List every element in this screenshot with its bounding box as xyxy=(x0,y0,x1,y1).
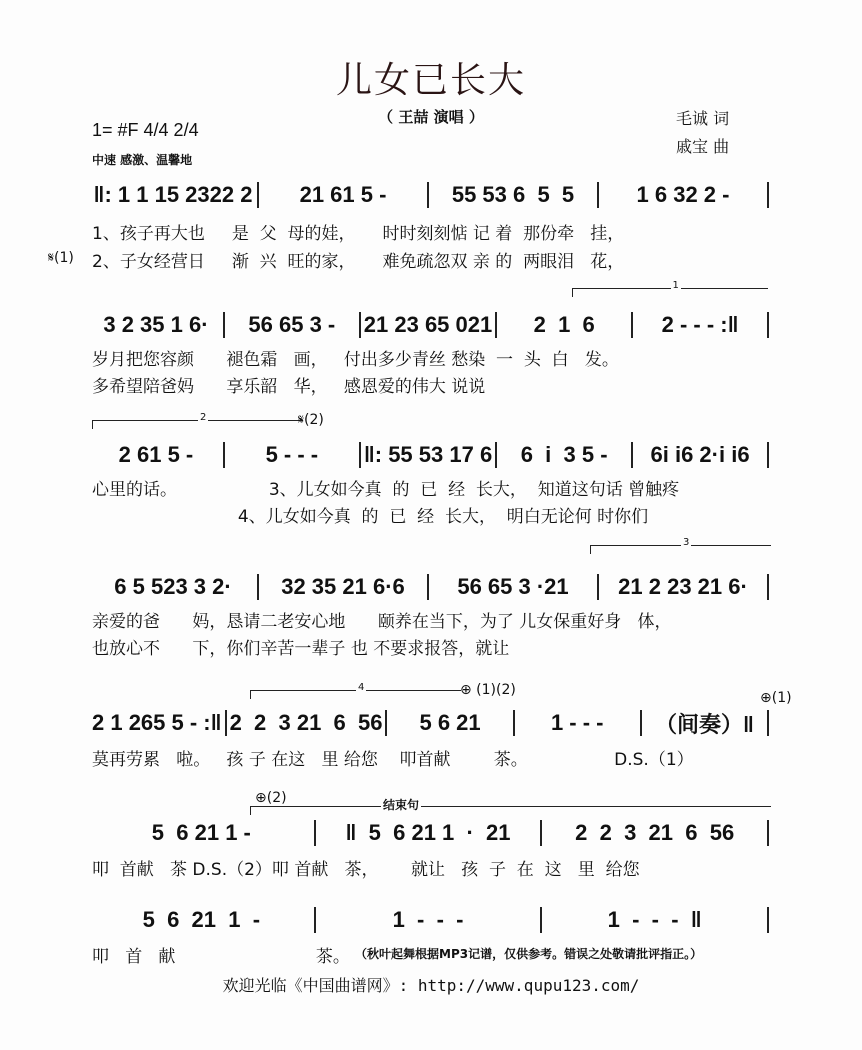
bar-line xyxy=(631,442,633,468)
measure: 32 35 21 6·6 xyxy=(281,574,405,599)
lyric-line: 岁月把您容颜 褪色霜 画， 付出多少青丝 愁染 一 头 白 发。 xyxy=(92,350,619,370)
measure: 5 6 21 xyxy=(419,710,481,735)
song-title: 儿女已长大 xyxy=(335,60,526,101)
segno-1-sign: 𝄋(1) xyxy=(48,250,74,266)
bar-line xyxy=(767,442,769,468)
bar-line xyxy=(767,574,769,600)
lyric-line: 莫再劳累 啦。 孩 子 在这 里 给您 叩首献 茶。 D.S.（1） xyxy=(92,750,694,770)
bar-line xyxy=(767,710,769,736)
notation-row xyxy=(92,310,772,340)
measure: 6i i6 2·i i6 xyxy=(650,442,750,467)
bar-line xyxy=(427,182,429,208)
bar-line xyxy=(359,312,361,338)
measure: 2 1 6 xyxy=(533,312,595,337)
measure: 1 6 32 2 - xyxy=(636,182,730,207)
measure: 21 2 23 21 6· xyxy=(618,574,748,599)
ending-bracket: 结束句 xyxy=(250,806,771,815)
measure: 1 - - - xyxy=(550,710,604,735)
bar-line xyxy=(597,574,599,600)
measure: ‖ 5 6 21 1 · 21 xyxy=(345,820,511,845)
measure: 6 i 3 5 - xyxy=(520,442,608,467)
bar-line xyxy=(495,442,497,468)
lyricist: 毛诚 词 xyxy=(676,109,730,128)
measure: ‖: 55 53 17 6 xyxy=(363,442,493,467)
coda-1-sign: ⊕(1) xyxy=(760,690,792,706)
measure: ‖: 1 1 15 2322 2 xyxy=(93,182,253,207)
bar-line xyxy=(427,574,429,600)
measure: 5 6 21 1 - xyxy=(151,820,251,845)
tempo-marking: 中速 感激、温馨地 xyxy=(92,153,193,167)
bar-line xyxy=(540,907,542,933)
lyric-line: 2、子女经营日 渐 兴 旺的家， 难免疏忽双 亲 的 两眼泪 花， xyxy=(92,252,625,272)
volta-1: 1 xyxy=(572,288,768,297)
measure: 3 2 35 1 6· xyxy=(103,312,209,337)
bar-line xyxy=(767,312,769,338)
measure: 2 - - - :‖ xyxy=(661,312,739,337)
measure: 1 - - - xyxy=(392,907,464,932)
volta-4: 4 xyxy=(250,690,461,699)
measure: 55 53 6 5 5 xyxy=(451,182,575,207)
volta-2: 2 xyxy=(92,420,303,429)
measure: 1 - - - ‖ xyxy=(607,907,702,932)
lyric-line: 叩 首献 茶 D.S.（2）叩 首献 茶， 就让 孩 子 在 这 里 给您 xyxy=(92,860,640,880)
measure: 2 2 3 21 6 56 xyxy=(229,710,383,735)
measure: 5 - - - xyxy=(265,442,319,467)
notation-row xyxy=(92,708,772,738)
bar-line xyxy=(767,820,769,846)
bar-line xyxy=(597,182,599,208)
bar-line xyxy=(385,710,387,736)
measure: 6 5 523 3 2· xyxy=(114,574,232,599)
measure: 56 65 3 ·21 xyxy=(457,574,569,599)
bar-line xyxy=(631,312,633,338)
notation-row xyxy=(92,440,772,470)
bar-line xyxy=(223,442,225,468)
notation-row xyxy=(92,180,772,210)
lyric-line: 叩 首 献 茶。 xyxy=(92,947,350,967)
bar-line xyxy=(767,182,769,208)
measure: 2 2 3 21 6 56 xyxy=(575,820,735,845)
composer: 戚宝 曲 xyxy=(676,137,730,156)
bar-line xyxy=(225,710,227,736)
bar-line xyxy=(359,442,361,468)
coda-1-2-sign: ⊕ (1)(2) xyxy=(460,682,516,698)
lyric-line: 亲爱的爸 妈，恳请二老安心地 颐养在当下，为了 儿女保重好身 体， xyxy=(92,612,672,632)
measure: 2 1 265 5 - :‖ xyxy=(92,710,222,735)
bar-line xyxy=(640,710,642,736)
bar-line xyxy=(223,312,225,338)
measure: （间奏）‖ xyxy=(654,711,754,737)
segno-2-sign: 𝄋(2) xyxy=(298,412,324,428)
performer: （ 王喆 演唱 ） xyxy=(378,108,484,126)
notation-row xyxy=(92,818,772,848)
lyric-line: 多希望陪爸妈 享乐韶 华， 感恩爱的伟大 说说 xyxy=(92,377,486,397)
notation-row xyxy=(92,905,772,935)
notation-row xyxy=(92,572,772,602)
bar-line xyxy=(495,312,497,338)
volta-3: 3 xyxy=(590,545,771,554)
bar-line xyxy=(767,907,769,933)
bar-line xyxy=(513,710,515,736)
key-signature: 1= #F 4/4 2/4 xyxy=(92,120,199,140)
lyric-line: 心里的话。 3、儿女如今真 的 已 经 长大， 知道这句话 曾触疼 xyxy=(92,480,680,500)
measure: 56 65 3 - xyxy=(248,312,336,337)
coda-2-sign: ⊕(2) xyxy=(255,790,287,806)
bar-line xyxy=(257,574,259,600)
lyric-line: 4、儿女如今真 的 已 经 长大， 明白无论何 时你们 xyxy=(92,507,649,527)
bar-line xyxy=(257,182,259,208)
measure: 21 23 65 021 xyxy=(363,312,493,337)
bar-line xyxy=(314,820,316,846)
lyric-line: 也放心不 下，你们辛苦一辈子 也 不要求报答，就让 xyxy=(92,639,510,659)
lyric-line: 1、孩子再大也 是 父 母的娃， 时时刻刻惦 记 着 那份牵 挂， xyxy=(92,224,625,244)
measure: 2 61 5 - xyxy=(118,442,194,467)
transcriber-note: （秋叶起舞根据MP3记谱，仅供参考。错误之处敬请批评指正。） xyxy=(355,947,703,961)
bar-line xyxy=(314,907,316,933)
bar-line xyxy=(540,820,542,846)
measure: 5 6 21 1 - xyxy=(142,907,261,932)
measure: 21 61 5 - xyxy=(299,182,387,207)
footer-website: 欢迎光临《中国曲谱网》: http://www.qupu123.com/ xyxy=(222,976,640,995)
